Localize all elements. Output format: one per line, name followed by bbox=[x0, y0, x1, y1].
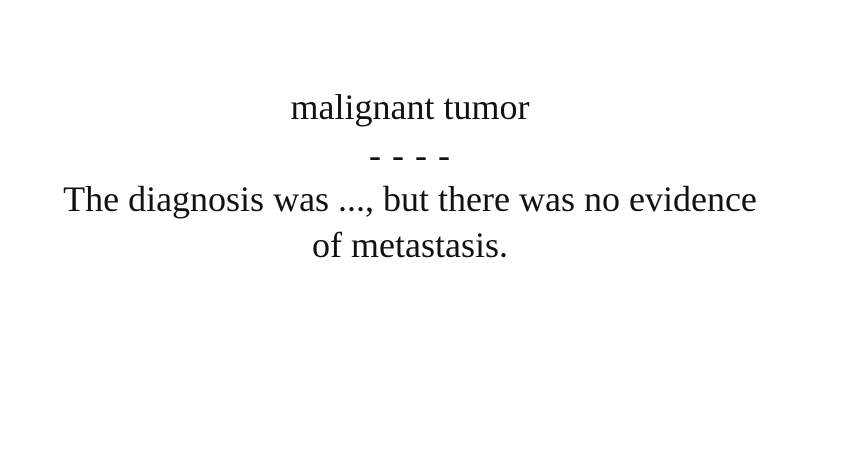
example-sentence: The diagnosis was ..., but there was no evidence of metastasis. bbox=[63, 179, 757, 265]
divider-dashes: - - - - bbox=[369, 135, 451, 175]
term-text: malignant tumor bbox=[290, 87, 530, 127]
